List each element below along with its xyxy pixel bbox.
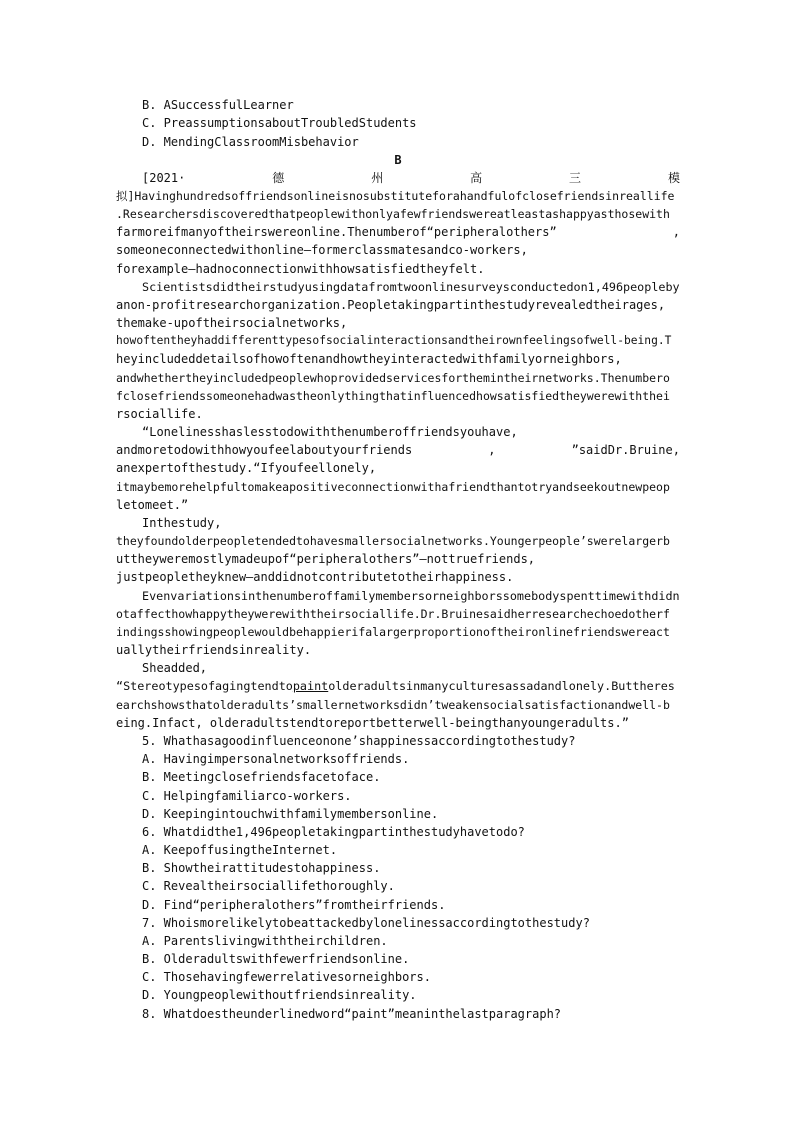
text-line: uttheyweremostlymadeupof“peripheralothers”—nottruefriends, xyxy=(116,552,536,566)
question-7: 7. Whoismorelikelytobeattackedbylonelinessaccordingtothestudy? xyxy=(142,916,590,930)
text-line: eing.Infact, olderadultstendtoreportbetterwell-beingthanyoungeradults.” xyxy=(116,716,629,730)
underlined-word: paint xyxy=(292,679,329,693)
option-5a: A. Havingimpersonalnetworksoffriends. xyxy=(142,752,410,766)
source-part: 模 xyxy=(667,171,680,185)
text-line: Evenvariationsinthenumberoffamilymembersorneighborssomebodyspenttimewithdidn xyxy=(142,589,680,603)
option-7a: A. Parentslivingwiththeirchildren. xyxy=(142,934,388,948)
text-line: Scientistsdidtheirstudyusingdatafromtwoonlinesurveysconductedon1,496peopleby xyxy=(142,280,680,294)
text-line: anexpertofthestudy.“Ifyoufeellonely, xyxy=(116,461,377,475)
section-heading: B xyxy=(394,153,402,167)
text-line xyxy=(116,441,680,459)
text-line: someoneconnectedwithonline—formerclassmatesandco-workers, xyxy=(116,243,528,257)
text-line: anon-profitresearchorganization.Peopletakingpartinthestudyrevealedtheirages, xyxy=(116,298,666,312)
text-segment: “Stereotypesofagingtendto xyxy=(116,679,293,693)
text-line: forexample—hadnoconnectionwithhowsatisfiedtheyfelt. xyxy=(116,262,485,276)
source-part: 州 xyxy=(371,171,384,185)
text-line: otaffecthowhappytheywerewiththeirsociallife.Dr.Bruinesaidherresearchechoedotherf xyxy=(116,607,670,621)
text-line: letomeet.” xyxy=(116,498,189,512)
text-line: .Researchersdiscoveredthatpeoplewithonlyafewfriendswereatleastashappyasthosewith xyxy=(116,207,670,221)
text-segment: olderadultsinmanyculturesassadandlonely.Buttheres xyxy=(328,679,675,693)
option-6b: B. Showtheirattitudestohappiness. xyxy=(142,861,381,875)
option-prev-d: D. MendingClassroomMisbehavior xyxy=(142,135,359,149)
option-7c: C. Thosehavingfewerrelativesorneighbors. xyxy=(142,970,431,984)
text-line: theyfoundolderpeopletendedtohavesmallersocialnetworks.Youngerpeople’swerelargerb xyxy=(116,534,670,548)
option-5b: B. Meetingclosefriendsfacetoface. xyxy=(142,770,381,784)
text-segment: ”saidDr.Bruine, xyxy=(571,443,680,457)
option-prev-b: B. ASuccessfulLearner xyxy=(142,98,294,112)
text-segment: farmoreifmanyoftheirswereonline.Thenumberof“peripheralothers” xyxy=(116,225,557,239)
option-prev-c: C. PreassumptionsaboutTroubledStudents xyxy=(142,116,417,130)
text-line: itmaybemorehelpfultomakeapositiveconnectionwithafriendthantotryandseekoutnewpeop xyxy=(116,480,670,494)
text-line: indingsshowingpeoplewouldbehappierifalargerproportionoftheironlinefriendswereact xyxy=(116,625,670,639)
text-line: earchshowsthatolderadults’smallernetworksdidn’tweakensocialsatisfactionandwell-b xyxy=(116,698,670,712)
text-segment: , xyxy=(672,225,680,239)
option-7d: D. Youngpeoplewithoutfriendsinreality. xyxy=(142,988,417,1002)
text-line: “Lonelinesshaslesstodowiththenumberoffriendsyouhave, xyxy=(142,425,518,439)
text-segment: andmoretodowithhowyoufeelaboutyourfriends xyxy=(116,443,413,457)
text-line: justpeopletheyknew—anddidnotcontributetotheirhappiness. xyxy=(116,570,514,584)
option-7b: B. Olderadultswithfewerfriendsonline. xyxy=(142,952,410,966)
text-line: fclosefriendssomeonehadwastheonlythingthatinfluencedhowsatisfiedtheywerewiththei xyxy=(116,389,670,403)
option-6a: A. KeepoffusingtheInternet. xyxy=(142,843,338,857)
option-5c: C. Helpingfamiliarco-workers. xyxy=(142,789,352,803)
question-8: 8. Whatdoestheunderlinedword“paint”meaninthelastparagraph? xyxy=(142,1007,562,1021)
text-line: howoftentheyhaddifferenttypesofsocialinteractionsandtheirownfeelingsofwell-being.T xyxy=(116,334,672,347)
text-line: themake-upoftheirsocialnetworks, xyxy=(116,316,348,330)
text-line xyxy=(116,677,680,695)
text-line: rsociallife. xyxy=(116,407,203,421)
source-part: 三 xyxy=(569,171,582,185)
text-line: andwhethertheyincludedpeoplewhoprovidedservicesforthemintheirnetworks.Thenumbero xyxy=(116,371,670,385)
question-6: 6. Whatdidthe1,496peopletakingpartinthestudyhavetodo? xyxy=(142,825,525,839)
text-line: Sheadded, xyxy=(142,661,208,675)
text-line: uallytheirfriendsinreality. xyxy=(116,643,312,657)
option-5d: D. Keepingintouchwithfamilymembersonline. xyxy=(142,807,439,821)
text-line: heyincludeddetailsofhowoftenandhowtheyinteractedwithfamilyorneighbors, xyxy=(116,352,622,366)
text-line: Inthestudy, xyxy=(142,516,222,530)
text-line: 拟]Havinghundredsoffriendsonlineisnosubstituteforahandfulofclosefriendsinreallife xyxy=(116,189,675,203)
source-bracket: [2021· xyxy=(142,171,186,185)
question-5: 5. Whathasagoodinfluenceonone’shappinessaccordingtothestudy? xyxy=(142,734,576,748)
text-line xyxy=(116,223,680,241)
text-segment: , xyxy=(488,443,496,457)
source-part: 德 xyxy=(272,171,285,185)
source-line xyxy=(142,169,680,187)
option-6c: C. Revealtheirsociallifethoroughly. xyxy=(142,879,395,893)
option-6d: D. Find“peripheralothers”fromtheirfriends. xyxy=(142,898,446,912)
source-part: 高 xyxy=(470,171,483,185)
